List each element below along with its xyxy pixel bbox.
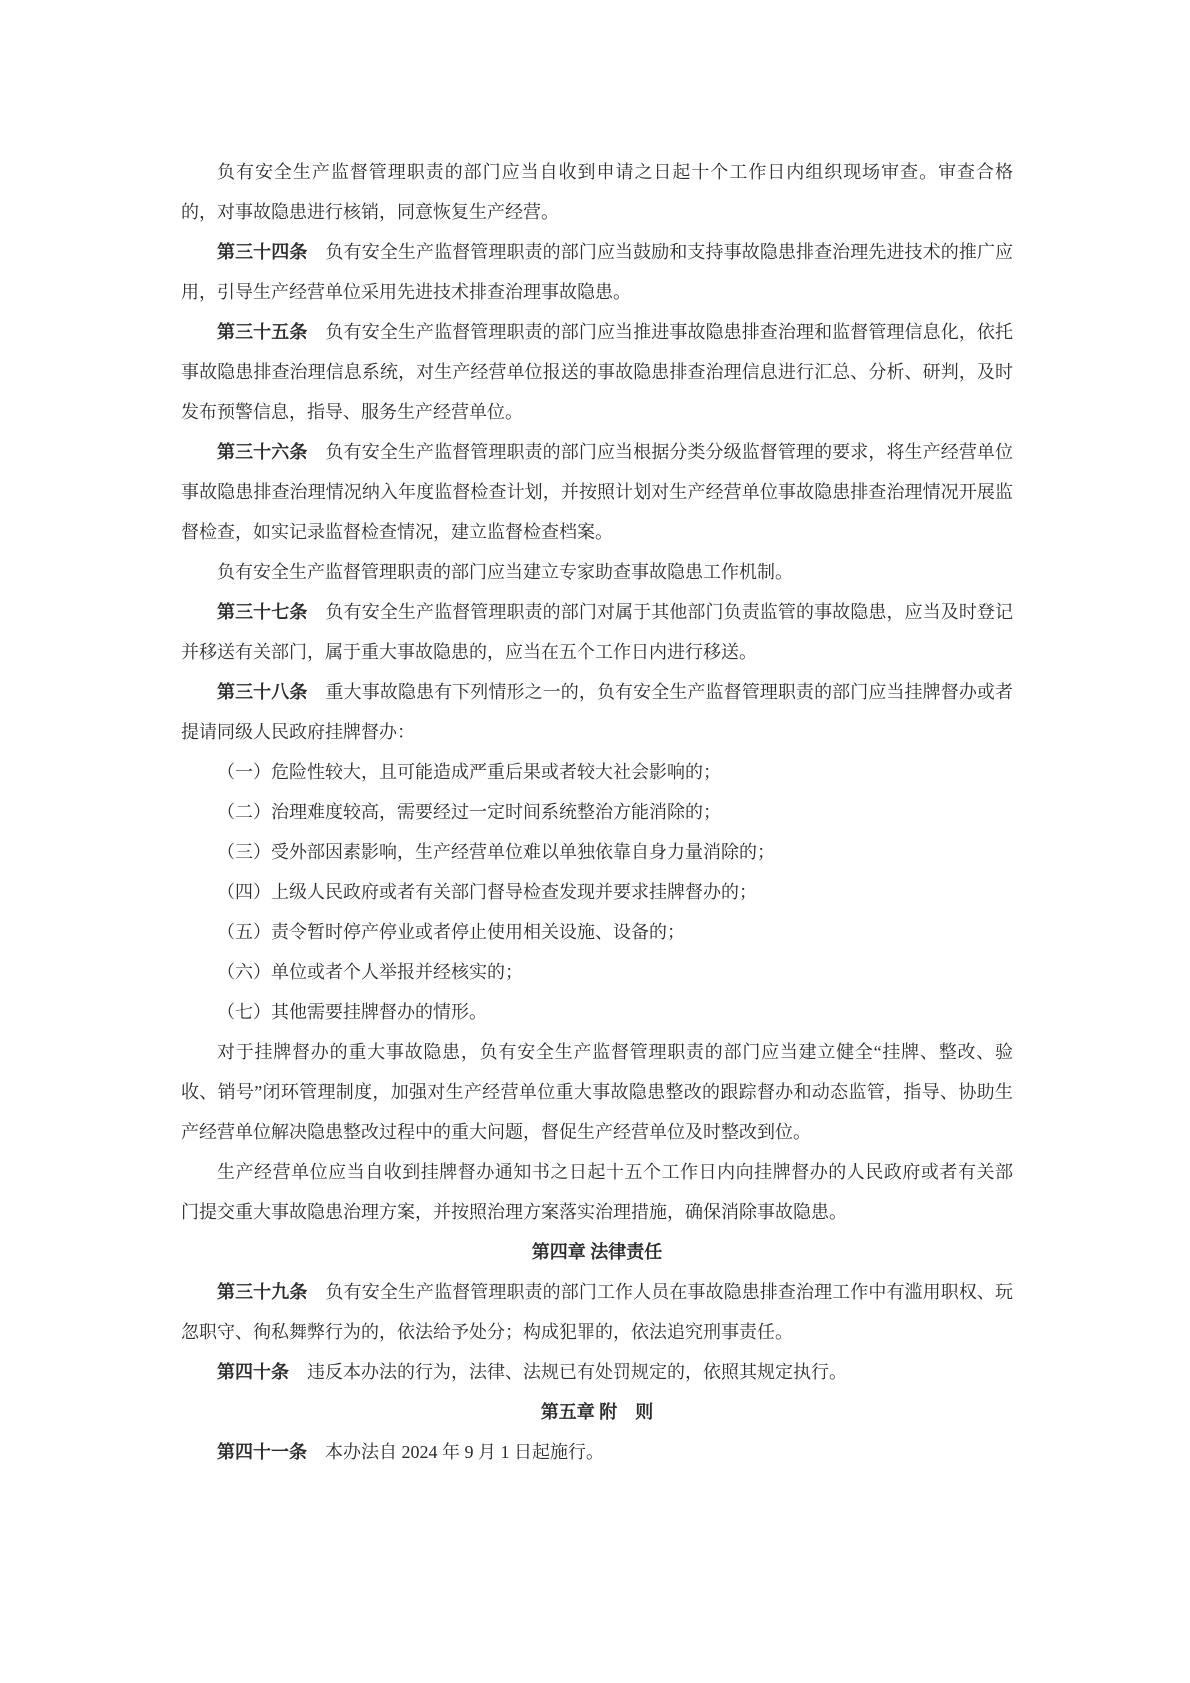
- text-line: 事故隐患排查治理情况纳入年度监督检查计划，并按照计划对生产经营单位事故隐患排查治理情况开展监: [181, 482, 1013, 502]
- text-line: [181, 1272, 1013, 1312]
- text-line: 第四章 法律责任: [531, 1242, 663, 1262]
- text-line: 负有安全生产监督管理职责的部门应当自收到申请之日起十个工作日内组织现场审查。审查合格: [217, 162, 1013, 182]
- text-line: 负有安全生产监督管理职责的部门应当建立专家助查事故隐患工作机制。: [217, 562, 793, 582]
- text-line: [181, 312, 1013, 352]
- text-line: 门提交重大事故隐患治理方案，并按照治理方案落实治理措施，确保消除事故隐患。: [181, 1202, 847, 1222]
- text-line: 提请同级人民政府挂牌督办：: [181, 722, 415, 742]
- article-number: 第三十八条: [217, 682, 308, 702]
- document-body: [181, 152, 1013, 1472]
- text-line: 发布预警信息，指导、服务生产经营单位。: [181, 402, 523, 422]
- clause-item: [181, 992, 1013, 1032]
- article-paragraph: [181, 672, 1013, 752]
- clause-item: [181, 792, 1013, 832]
- text-line: 督检查，如实记录监督检查情况，建立监督检查档案。: [181, 522, 613, 542]
- text-line: 产经营单位解决隐患整改过程中的重大问题，督促生产经营单位及时整改到位。: [181, 1122, 811, 1142]
- article-number: 第三十四条: [217, 242, 308, 262]
- article-paragraph: [181, 312, 1013, 432]
- text-line: （四）上级人民政府或者有关部门督导检查发现并要求挂牌督办的；: [217, 882, 757, 902]
- text-line: 忽职守、徇私舞弊行为的，依法给予处分；构成犯罪的，依法追究刑事责任。: [181, 1322, 793, 1342]
- text-line: 生产经营单位应当自收到挂牌督办通知书之日起十五个工作日内向挂牌督办的人民政府或者有关部: [217, 1162, 1013, 1182]
- text-line: 并移送有关部门，属于重大事故隐患的，应当在五个工作日内进行移送。: [181, 642, 757, 662]
- text-line: （一）危险性较大，且可能造成严重后果或者较大社会影响的；: [217, 762, 721, 782]
- text-line: 对于挂牌督办的重大事故隐患，负有安全生产监督管理职责的部门应当建立健全“挂牌、整改、验: [217, 1042, 1013, 1062]
- article-text: 本办法自 2024 年 9 月 1 日起施行。: [307, 1442, 604, 1462]
- article-paragraph: [181, 1352, 1013, 1392]
- text-line: （二）治理难度较高，需要经过一定时间系统整治方能消除的；: [217, 802, 721, 822]
- clause-item: [181, 912, 1013, 952]
- article-paragraph: [181, 1272, 1013, 1352]
- clause-item: [181, 752, 1013, 792]
- article-number: 第三十六条: [217, 442, 308, 462]
- document-paragraph: [181, 152, 1013, 232]
- article-text: 负有安全生产监督管理职责的部门应当推进事故隐患排查治理和监督管理信息化，依托: [307, 322, 1013, 342]
- text-line: [181, 592, 1013, 632]
- article-paragraph: [181, 432, 1013, 552]
- text-line: [181, 672, 1013, 712]
- text-line: 收、销号”闭环管理制度，加强对生产经营单位重大事故隐患整改的跟踪督办和动态监管，指导、协助生: [181, 1082, 1013, 1102]
- text-line: [181, 1432, 1013, 1472]
- text-line: [181, 1352, 1013, 1392]
- document-paragraph: [181, 552, 1013, 592]
- text-line: [181, 232, 1013, 272]
- article-number: 第四十一条: [217, 1442, 307, 1462]
- article-text: 负有安全生产监督管理职责的部门应当根据分类分级监督管理的要求，将生产经营单位: [307, 442, 1013, 462]
- article-text: 负有安全生产监督管理职责的部门对属于其他部门负责监管的事故隐患，应当及时登记: [307, 602, 1013, 622]
- article-paragraph: [181, 592, 1013, 672]
- chapter-heading: [181, 1232, 1013, 1272]
- text-line: 第五章 附 则: [540, 1402, 654, 1422]
- article-number: 第四十条: [217, 1362, 289, 1382]
- document-paragraph: [181, 1152, 1013, 1232]
- text-line: [181, 432, 1013, 472]
- article-paragraph: [181, 232, 1013, 312]
- article-paragraph: [181, 1432, 1013, 1472]
- chapter-heading: [181, 1392, 1013, 1432]
- document-paragraph: [181, 1032, 1013, 1152]
- article-number: 第三十五条: [217, 322, 308, 342]
- article-text: 负有安全生产监督管理职责的部门应当鼓励和支持事故隐患排查治理先进技术的推广应: [307, 242, 1013, 262]
- article-number: 第三十九条: [217, 1282, 308, 1302]
- clause-item: [181, 872, 1013, 912]
- text-line: 用，引导生产经营单位采用先进技术排查治理事故隐患。: [181, 282, 631, 302]
- article-text: 违反本办法的行为，法律、法规已有处罚规定的，依照其规定执行。: [289, 1362, 847, 1382]
- article-number: 第三十七条: [217, 602, 308, 622]
- clause-item: [181, 952, 1013, 992]
- article-text: 重大事故隐患有下列情形之一的，负有安全生产监督管理职责的部门应当挂牌督办或者: [307, 682, 1013, 702]
- text-line: （三）受外部因素影响，生产经营单位难以单独依靠自身力量消除的；: [217, 842, 775, 862]
- text-line: （六）单位或者个人举报并经核实的；: [217, 962, 523, 982]
- text-line: 的，对事故隐患进行核销，同意恢复生产经营。: [181, 202, 559, 222]
- text-line: （七）其他需要挂牌督办的情形。: [217, 1002, 487, 1022]
- text-line: （五）责令暂时停产停业或者停止使用相关设施、设备的；: [217, 922, 685, 942]
- text-line: 事故隐患排查治理信息系统，对生产经营单位报送的事故隐患排查治理信息进行汇总、分析、研判，及时: [181, 362, 1013, 382]
- clause-item: [181, 832, 1013, 872]
- article-text: 负有安全生产监督管理职责的部门工作人员在事故隐患排查治理工作中有滥用职权、玩: [307, 1282, 1013, 1302]
